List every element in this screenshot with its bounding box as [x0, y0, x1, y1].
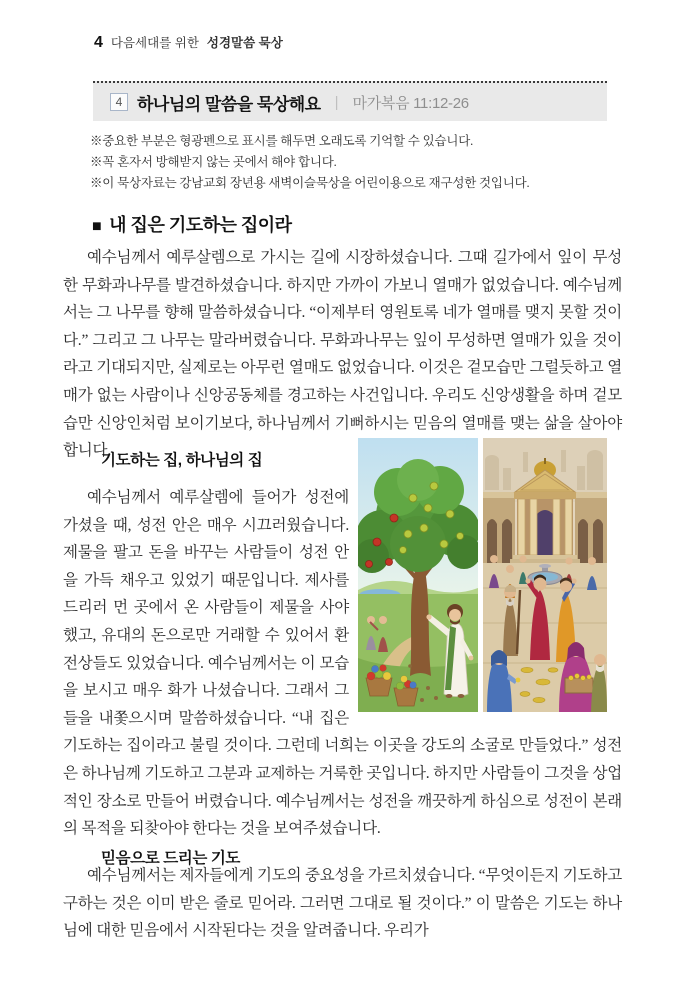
- subsection-praying-house: [63, 438, 622, 843]
- subsection2-heading: 믿음으로 드리는 기도: [101, 850, 240, 867]
- lesson-title: 하나님의 말씀을 묵상해요: [137, 94, 321, 114]
- series-title-regular: 다음세대를 위한: [110, 36, 199, 50]
- running-head: [94, 33, 283, 52]
- scripture-reference: 마가복음 11:12-26: [352, 94, 469, 112]
- fig-tree-illustration: [358, 438, 478, 712]
- bible-story-illustration: [358, 438, 607, 712]
- note-line: ※이 묵상자료는 강남교회 장년용 새벽이슬묵상을 어린이용으로 재구성한 것입니다.: [90, 176, 530, 190]
- paragraph-fig-tree: 예수님께서 예루살렘으로 가시는 길에 시장하셨습니다. 그때 길가에서 잎이 무성한 무화과나무를 발견하셨습니다. 하지만 가까이 가보니 열매가 없었습니다. 예수님께서는 그 나무를 향해 말씀하셨습니다. “이제부터 영원토록 네가 열매를 맺지 못할 것이다.” 그리고 그 나무는 말라버렸습니다. 무화과나무는 잎이 무성하면 열매가 있을 것이라고 기대되지만, 실제로는 아무런 열매도 없었습니다. 이것은 겉모습만 그럴듯하고 열매가 없는 사람이나 신앙공동체를 경고하는 사건입니다. 우리도 신앙생활을 하며 겉모습만 신앙인처럼 보이기보다, 하나님께서 기뻐하시는 믿음의 열매를 맺는 삶을 살아야 합니다.: [63, 249, 622, 460]
- section-heading-text: 내 집은 기도하는 집이라: [109, 215, 292, 235]
- lesson-number-box: 4: [110, 93, 128, 111]
- paragraph-temple-cleansing: 예수님께서 예루살렘에 들어가 성전에 가셨을 때, 성전 안은 매우 시끄러웠습니다. 제물을 팔고 돈을 바꾸는 사람들이 성전 안을 가득 채우고 있었기 때문입니다. 제사를 드리러 먼 곳에서 온 사람들이 제물을 사야 했고, 유대의 돈으로만 거래할 수 있어서 환전상들도 있었습니다. 예수님께서는 이 모습을 보시고 매우 화가 나셨습니다. 그래서 그들을 내쫓으시며 말씀하셨습니다. “내 집은 기도하는 집이라고 불릴 것이다. 그런데 너희는 이곳을 강도의 소굴로 만들었다.” 성전은 하나님께 기도하고 그분과 교제하는 거룩한 곳입니다. 하지만 사람들이 그것을 상업적인 장소로 만들어 버렸습니다. 예수님께서는 성전을 깨끗하게 하심으로 성전이 본래의 목적을 되찾아야 한다는 것을 보여주셨습니다.: [63, 489, 622, 838]
- title-separator: |: [334, 93, 339, 111]
- instruction-notes: [90, 131, 610, 194]
- square-bullet-icon: ■: [92, 218, 102, 235]
- section-heading: [92, 211, 292, 237]
- subsection1-heading: 기도하는 집, 하나님의 집: [101, 452, 263, 469]
- note-line: ※중요한 부분은 형광펜으로 표시를 해두면 오래도록 기억할 수 있습니다.: [90, 134, 474, 148]
- series-title-bold: 성경말씀 묵상: [206, 36, 283, 50]
- paragraph-prayer-faith: 예수님께서는 제자들에게 기도의 중요성을 가르치셨습니다. “무엇이든지 기도하고 구하는 것은 이미 받은 줄로 믿어라. 그러면 그대로 될 것이다.” 이 말씀은 기도는 하나님에 대한 믿음에서 시작된다는 것을 알려줍니다. 우리가: [63, 867, 622, 940]
- page-number: 4: [94, 34, 103, 51]
- lesson-title-bar: [93, 81, 607, 121]
- temple-illustration: [483, 438, 607, 712]
- note-line: ※꼭 혼자서 방해받지 않는 곳에서 해야 합니다.: [90, 155, 337, 169]
